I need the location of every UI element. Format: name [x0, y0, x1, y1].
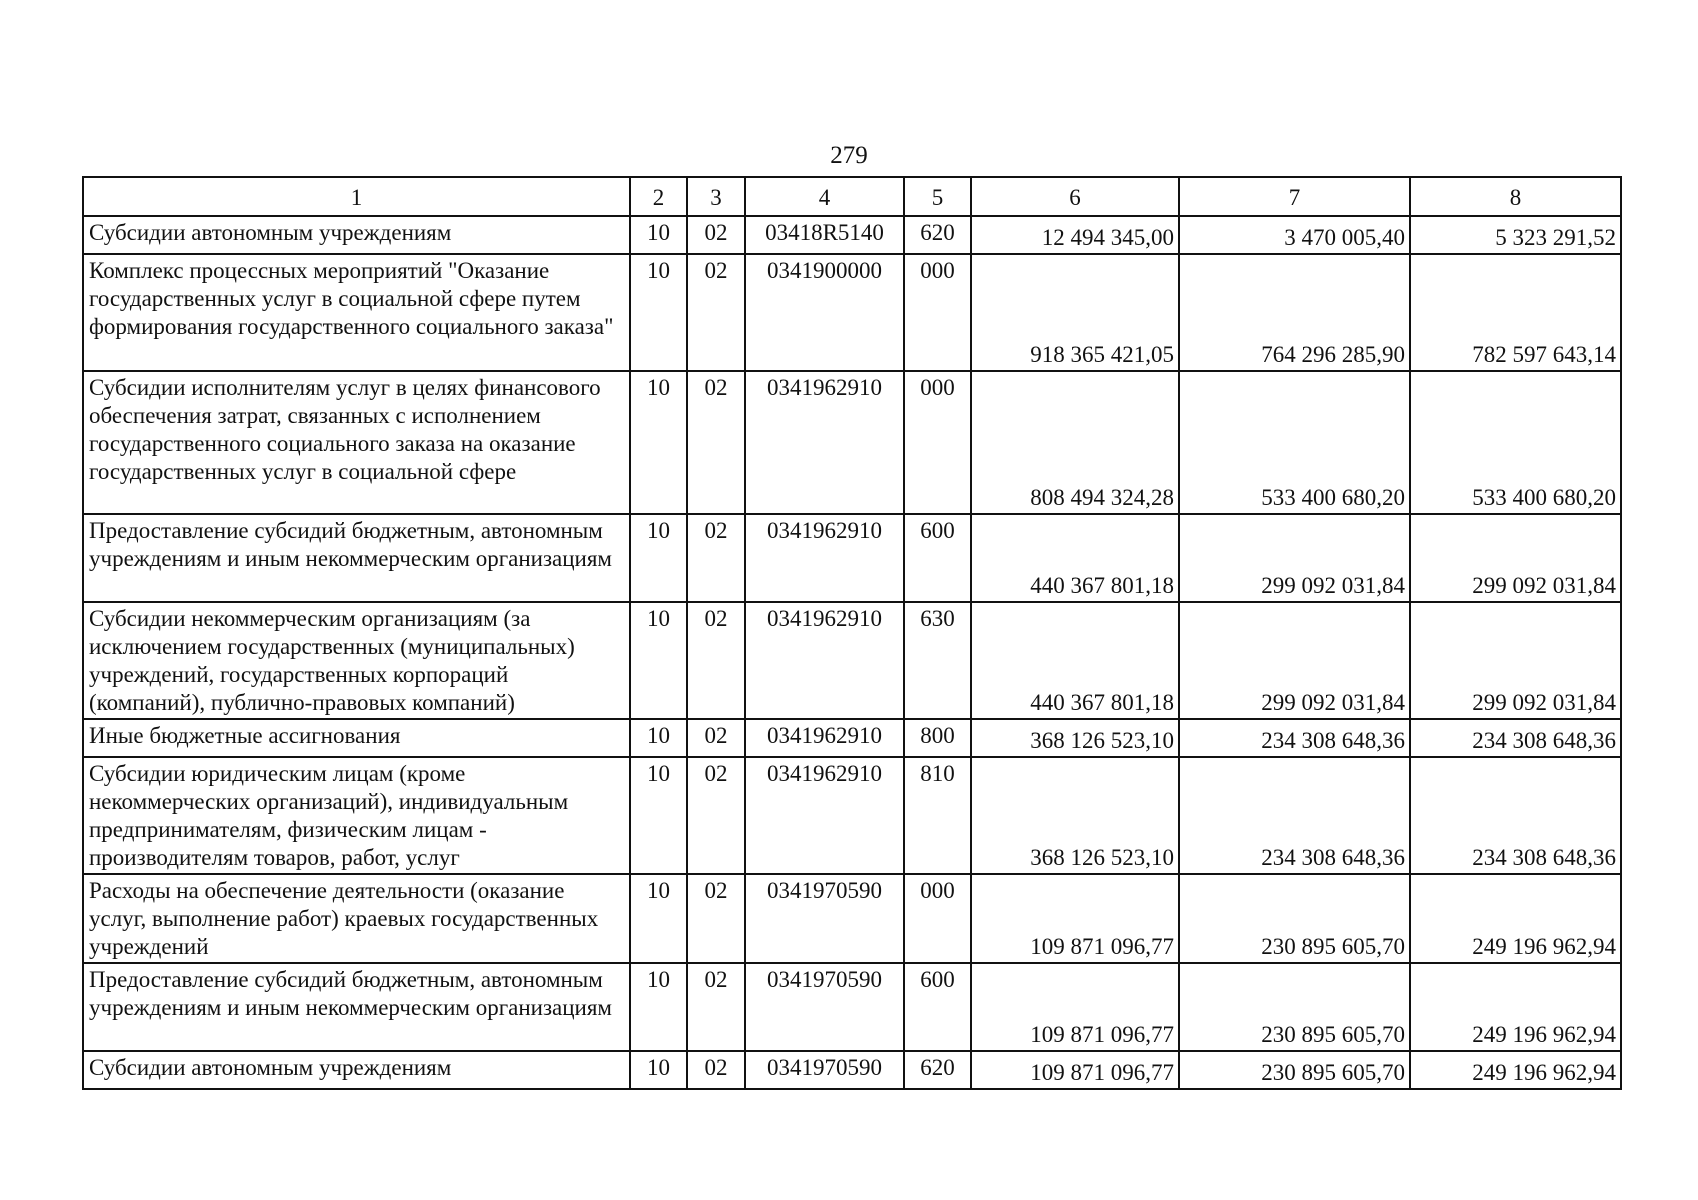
- amount-col-6: 808 494 324,28: [971, 371, 1179, 514]
- header-cell: 8: [1410, 177, 1621, 216]
- amount-col-7: 234 308 648,36: [1179, 719, 1410, 757]
- expense-type-code: 620: [904, 216, 971, 254]
- section-code: 10: [630, 963, 687, 1051]
- amount-col-7: 234 308 648,36: [1179, 757, 1410, 874]
- table-row: [83, 719, 1621, 757]
- table-row: [83, 514, 1621, 602]
- amount-col-8: 249 196 962,94: [1410, 1051, 1621, 1089]
- expense-type-code: 000: [904, 254, 971, 371]
- header-cell: 6: [971, 177, 1179, 216]
- header-cell: 5: [904, 177, 971, 216]
- section-code: 10: [630, 874, 687, 963]
- amount-col-8: 299 092 031,84: [1410, 514, 1621, 602]
- amount-col-8: 782 597 643,14: [1410, 254, 1621, 371]
- subsection-code: 02: [687, 254, 745, 371]
- table-row: [83, 371, 1621, 514]
- amount-col-8: 299 092 031,84: [1410, 602, 1621, 719]
- budget-table: [82, 176, 1622, 1090]
- amount-col-8: 249 196 962,94: [1410, 963, 1621, 1051]
- header-cell: 4: [745, 177, 904, 216]
- target-article-code: 0341962910: [745, 514, 904, 602]
- amount-col-8: 234 308 648,36: [1410, 757, 1621, 874]
- subsection-code: 02: [687, 602, 745, 719]
- row-name: Субсидии юридическим лицам (кроме некоммерческих организаций), индивидуальным предпринимателям, физическим лицам - производителям товаров, работ, услуг: [83, 757, 630, 874]
- page-number: 279: [830, 142, 868, 169]
- table-row: [83, 874, 1621, 963]
- row-name: Предоставление субсидий бюджетным, автономным учреждениям и иным некоммерческим организациям: [83, 514, 630, 602]
- row-name: Комплекс процессных мероприятий "Оказание государственных услуг в социальной сфере путем формирования государственного социального заказа": [83, 254, 630, 371]
- subsection-code: 02: [687, 216, 745, 254]
- amount-col-7: 230 895 605,70: [1179, 874, 1410, 963]
- table-row: [83, 602, 1621, 719]
- amount-col-6: 12 494 345,00: [971, 216, 1179, 254]
- row-name: Субсидии исполнителям услуг в целях финансового обеспечения затрат, связанных с исполнением государственного социального заказа на оказание государственных услуг в социальной сфере: [83, 371, 630, 514]
- target-article-code: 03418R5140: [745, 216, 904, 254]
- target-article-code: 0341962910: [745, 757, 904, 874]
- amount-col-8: 249 196 962,94: [1410, 874, 1621, 963]
- table-row: [83, 963, 1621, 1051]
- section-code: 10: [630, 514, 687, 602]
- amount-col-8: 5 323 291,52: [1410, 216, 1621, 254]
- amount-col-7: 299 092 031,84: [1179, 514, 1410, 602]
- section-code: 10: [630, 757, 687, 874]
- section-code: 10: [630, 602, 687, 719]
- expense-type-code: 800: [904, 719, 971, 757]
- section-code: 10: [630, 216, 687, 254]
- table-row: [83, 1051, 1621, 1089]
- row-name: Предоставление субсидий бюджетным, автономным учреждениям и иным некоммерческим организациям: [83, 963, 630, 1051]
- row-name: Субсидии некоммерческим организациям (за исключением государственных (муниципальных) учреждений, государственных корпораций (компаний), публично-правовых компаний): [83, 602, 630, 719]
- subsection-code: 02: [687, 719, 745, 757]
- target-article-code: 0341970590: [745, 963, 904, 1051]
- header-row: [83, 177, 1621, 216]
- amount-col-6: 109 871 096,77: [971, 963, 1179, 1051]
- amount-col-7: 3 470 005,40: [1179, 216, 1410, 254]
- expense-type-code: 000: [904, 874, 971, 963]
- amount-col-6: 440 367 801,18: [971, 602, 1179, 719]
- header-cell: 2: [630, 177, 687, 216]
- row-name: Субсидии автономным учреждениям: [83, 1051, 630, 1089]
- amount-col-7: 299 092 031,84: [1179, 602, 1410, 719]
- expense-type-code: 620: [904, 1051, 971, 1089]
- section-code: 10: [630, 254, 687, 371]
- table-body: [83, 216, 1621, 1089]
- target-article-code: 0341900000: [745, 254, 904, 371]
- amount-col-6: 109 871 096,77: [971, 874, 1179, 963]
- subsection-code: 02: [687, 1051, 745, 1089]
- expense-type-code: 600: [904, 963, 971, 1051]
- subsection-code: 02: [687, 371, 745, 514]
- amount-col-7: 764 296 285,90: [1179, 254, 1410, 371]
- target-article-code: 0341970590: [745, 874, 904, 963]
- amount-col-7: 230 895 605,70: [1179, 963, 1410, 1051]
- header-cell: 1: [83, 177, 630, 216]
- section-code: 10: [630, 1051, 687, 1089]
- table-header: [83, 177, 1621, 216]
- amount-col-6: 368 126 523,10: [971, 719, 1179, 757]
- target-article-code: 0341962910: [745, 602, 904, 719]
- amount-col-7: 230 895 605,70: [1179, 1051, 1410, 1089]
- subsection-code: 02: [687, 757, 745, 874]
- target-article-code: 0341962910: [745, 371, 904, 514]
- row-name: Субсидии автономным учреждениям: [83, 216, 630, 254]
- section-code: 10: [630, 371, 687, 514]
- expense-type-code: 810: [904, 757, 971, 874]
- expense-type-code: 000: [904, 371, 971, 514]
- amount-col-6: 368 126 523,10: [971, 757, 1179, 874]
- amount-col-7: 533 400 680,20: [1179, 371, 1410, 514]
- section-code: 10: [630, 719, 687, 757]
- table-row: [83, 757, 1621, 874]
- subsection-code: 02: [687, 874, 745, 963]
- expense-type-code: 630: [904, 602, 971, 719]
- amount-col-6: 918 365 421,05: [971, 254, 1179, 371]
- amount-col-6: 440 367 801,18: [971, 514, 1179, 602]
- subsection-code: 02: [687, 514, 745, 602]
- target-article-code: 0341962910: [745, 719, 904, 757]
- header-cell: 3: [687, 177, 745, 216]
- table-row: [83, 216, 1621, 254]
- subsection-code: 02: [687, 963, 745, 1051]
- row-name: Расходы на обеспечение деятельности (оказание услуг, выполнение работ) краевых государственных учреждений: [83, 874, 630, 963]
- amount-col-6: 109 871 096,77: [971, 1051, 1179, 1089]
- row-name: Иные бюджетные ассигнования: [83, 719, 630, 757]
- header-cell: 7: [1179, 177, 1410, 216]
- table-row: [83, 254, 1621, 371]
- target-article-code: 0341970590: [745, 1051, 904, 1089]
- amount-col-8: 234 308 648,36: [1410, 719, 1621, 757]
- amount-col-8: 533 400 680,20: [1410, 371, 1621, 514]
- expense-type-code: 600: [904, 514, 971, 602]
